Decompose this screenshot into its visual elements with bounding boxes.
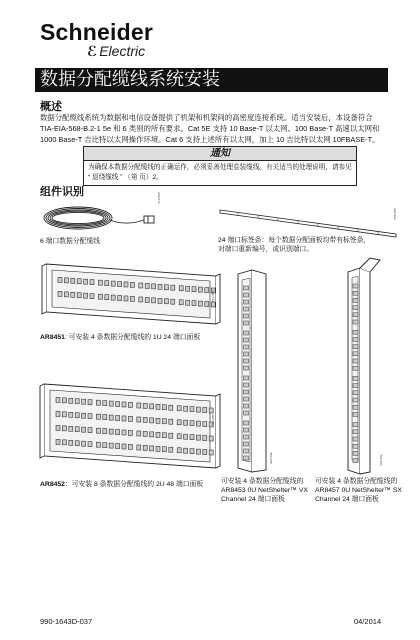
notice-heading: 通知 bbox=[84, 147, 356, 161]
port-jack bbox=[244, 352, 249, 356]
port-jack bbox=[244, 293, 249, 297]
port-jack bbox=[353, 298, 358, 302]
panel-1u-caption bbox=[40, 333, 200, 342]
port-jack bbox=[139, 297, 143, 302]
port-jack bbox=[169, 405, 173, 410]
port-jack bbox=[109, 401, 113, 406]
port-jack bbox=[162, 447, 166, 452]
port-jack bbox=[158, 284, 162, 289]
fig-code-3: na6714a bbox=[211, 290, 215, 302]
port-jack bbox=[177, 406, 181, 411]
port-jack bbox=[96, 442, 100, 447]
port-jack bbox=[244, 307, 249, 311]
labels-caption-1: 24 端口标签条：每个数据分配面板均带有标签条， bbox=[218, 237, 371, 244]
port-jack bbox=[156, 418, 160, 423]
port-jack bbox=[137, 403, 141, 408]
port-jack bbox=[244, 359, 249, 363]
notice-box bbox=[83, 146, 357, 186]
port-jack bbox=[75, 427, 79, 432]
sx-caption-2: AR8457 0U NetShelter™ SX bbox=[315, 487, 402, 494]
port-jack bbox=[164, 285, 168, 290]
port-jack bbox=[179, 300, 183, 305]
port-jack bbox=[88, 428, 92, 433]
port-jack bbox=[111, 295, 115, 300]
port-jack bbox=[169, 419, 173, 424]
port-jack bbox=[244, 411, 249, 415]
port-jack bbox=[353, 391, 358, 395]
cable-illustration bbox=[40, 192, 161, 234]
port-jack bbox=[116, 444, 120, 449]
port-jack bbox=[203, 450, 207, 455]
port-jack bbox=[69, 440, 73, 445]
notice-text: 为确保本数据分配缆线的正确运作，必须妥善处理卷装缆线。有关适当的处理说明，请参见 “ 退绕缆线 ” （第 页）2。 bbox=[88, 164, 352, 181]
overview-heading: 概述 bbox=[40, 100, 62, 113]
vx-caption-3: Channel 24 端口面板 bbox=[221, 496, 285, 503]
port-jack bbox=[209, 450, 213, 455]
port-jack bbox=[88, 442, 92, 447]
port-jack bbox=[186, 300, 190, 305]
port-jack bbox=[353, 405, 358, 409]
port-jack bbox=[64, 278, 68, 283]
port-jack bbox=[82, 413, 86, 418]
port-jack bbox=[109, 443, 113, 448]
port-jack bbox=[150, 404, 154, 409]
port-jack bbox=[143, 403, 147, 408]
port-jack bbox=[177, 420, 181, 425]
port-jack bbox=[244, 338, 249, 342]
port-jack bbox=[190, 435, 194, 440]
port-jack bbox=[116, 402, 120, 407]
overview-text: 数据分配缆线系统为数据和电信设备提供了机架和机架间的高密度连接系统。适当安装后，本设备符合 TIA-EIA-568-B.2-1 5e 和 6 类别的所有要求。Cat 5E 支持 10 Base-T 以太网、100 Base-T 高速以太网和 1000 Base-T 吉比特以太网操作环境。Cat 6 支持上述所有以太网，加上 10 吉比特以太网 10FBASE-T。 bbox=[40, 113, 380, 144]
panel-2u-illustration bbox=[38, 380, 222, 472]
vx-channel-illustration bbox=[232, 266, 282, 476]
port-jack bbox=[77, 279, 81, 284]
port-jack bbox=[169, 447, 173, 452]
port-jack bbox=[56, 425, 60, 430]
port-jack bbox=[103, 401, 107, 406]
panel-1u-caption-text: : 可安装 4 条数据分配缆线的 1U 24 端口面板 bbox=[64, 334, 201, 341]
port-jack bbox=[353, 459, 358, 463]
label-strip-illustration bbox=[218, 208, 398, 238]
port-jack bbox=[75, 413, 79, 418]
port-jack bbox=[171, 299, 175, 304]
panel-1u-illustration bbox=[40, 260, 222, 330]
port-jack bbox=[196, 449, 200, 454]
port-jack bbox=[244, 366, 249, 370]
port-jack bbox=[353, 376, 358, 380]
footer-date: 04/2014 bbox=[354, 617, 382, 626]
port-jack bbox=[84, 293, 88, 298]
port-jack bbox=[179, 286, 183, 291]
port-jack bbox=[90, 294, 94, 299]
port-jack bbox=[184, 420, 188, 425]
fig-code-1: na6717a bbox=[157, 192, 161, 204]
port-jack bbox=[209, 436, 213, 441]
port-jack bbox=[353, 352, 358, 356]
port-jack bbox=[122, 444, 126, 449]
port-jack bbox=[164, 299, 168, 304]
port-jack bbox=[244, 404, 249, 408]
port-jack bbox=[124, 296, 128, 301]
port-jack bbox=[158, 298, 162, 303]
port-jack bbox=[130, 296, 134, 301]
port-jack bbox=[96, 428, 100, 433]
port-jack bbox=[353, 291, 358, 295]
port-jack bbox=[139, 283, 143, 288]
port-jack bbox=[82, 427, 86, 432]
port-jack bbox=[196, 421, 200, 426]
port-jack bbox=[162, 405, 166, 410]
port-jack bbox=[118, 296, 122, 301]
port-jack bbox=[353, 359, 358, 363]
port-jack bbox=[190, 449, 194, 454]
panel-2u-caption bbox=[40, 480, 203, 489]
title-bar bbox=[35, 68, 388, 92]
port-jack bbox=[143, 417, 147, 422]
port-jack bbox=[152, 298, 156, 303]
port-jack bbox=[88, 400, 92, 405]
port-jack bbox=[190, 407, 194, 412]
port-jack bbox=[353, 430, 358, 434]
port-jack bbox=[244, 321, 249, 325]
fig-code-2: na6716a bbox=[393, 208, 397, 220]
port-jack bbox=[205, 302, 209, 307]
port-jack bbox=[122, 416, 126, 421]
panel-1u-code: AR8451 bbox=[40, 334, 65, 341]
sx-caption-3: Channel 24 端口面板 bbox=[315, 496, 379, 503]
port-jack bbox=[71, 278, 75, 283]
port-jack bbox=[96, 400, 100, 405]
port-jack bbox=[124, 282, 128, 287]
fig-code-6: na6715a bbox=[379, 454, 383, 466]
port-jack bbox=[353, 423, 358, 427]
port-jack bbox=[118, 282, 122, 287]
port-jack bbox=[244, 442, 249, 446]
port-jack bbox=[62, 398, 66, 403]
port-jack bbox=[75, 441, 79, 446]
port-jack bbox=[353, 330, 358, 334]
port-jack bbox=[244, 428, 249, 432]
port-jack bbox=[156, 432, 160, 437]
port-jack bbox=[186, 286, 190, 291]
port-jack bbox=[137, 417, 141, 422]
port-jack bbox=[209, 408, 213, 413]
port-jack bbox=[128, 416, 132, 421]
port-jack bbox=[353, 313, 358, 317]
port-jack bbox=[58, 277, 62, 282]
port-jack bbox=[190, 421, 194, 426]
port-jack bbox=[152, 284, 156, 289]
port-jack bbox=[58, 291, 62, 296]
port-jack bbox=[244, 449, 249, 453]
port-jack bbox=[353, 384, 358, 388]
port-jack bbox=[171, 285, 175, 290]
port-jack bbox=[156, 446, 160, 451]
logo-sub-text: Electric bbox=[99, 43, 146, 59]
port-jack bbox=[105, 281, 109, 286]
port-jack bbox=[244, 345, 249, 349]
port-jack bbox=[244, 300, 249, 304]
logo-brand: Schneider bbox=[40, 19, 154, 45]
port-jack bbox=[145, 283, 149, 288]
port-jack bbox=[116, 430, 120, 435]
port-jack bbox=[90, 280, 94, 285]
logo-sub bbox=[87, 44, 153, 58]
port-jack bbox=[196, 407, 200, 412]
panel-2u-code: AR8452 bbox=[40, 481, 65, 488]
port-jack bbox=[69, 398, 73, 403]
port-jack bbox=[203, 422, 207, 427]
port-jack bbox=[353, 444, 358, 448]
port-jack bbox=[109, 415, 113, 420]
port-jack bbox=[103, 415, 107, 420]
port-jack bbox=[169, 433, 173, 438]
port-jack bbox=[162, 419, 166, 424]
vx-caption-1: 可安装 4 条数据分配缆线的 bbox=[221, 478, 304, 485]
port-jack bbox=[62, 440, 66, 445]
port-jack bbox=[128, 444, 132, 449]
port-jack bbox=[150, 432, 154, 437]
port-jack bbox=[244, 390, 249, 394]
port-jack bbox=[96, 414, 100, 419]
port-jack bbox=[244, 397, 249, 401]
port-jack bbox=[353, 437, 358, 441]
port-jack bbox=[203, 436, 207, 441]
port-jack bbox=[244, 314, 249, 318]
port-jack bbox=[244, 421, 249, 425]
port-jack bbox=[150, 418, 154, 423]
labels-caption-2: 对端口重新编号，或识别端口。 bbox=[218, 246, 314, 253]
port-jack bbox=[98, 294, 102, 299]
port-jack bbox=[353, 284, 358, 288]
port-jack bbox=[353, 412, 358, 416]
port-jack bbox=[244, 286, 249, 290]
port-jack bbox=[56, 411, 60, 416]
components-heading: 组件识别 bbox=[40, 185, 84, 198]
fig-code-5: na6718a bbox=[269, 452, 273, 464]
sx-channel-illustration bbox=[334, 256, 390, 478]
port-jack bbox=[56, 397, 60, 402]
port-jack bbox=[244, 376, 249, 380]
port-jack bbox=[75, 399, 79, 404]
port-jack bbox=[71, 292, 75, 297]
port-jack bbox=[122, 402, 126, 407]
port-jack bbox=[177, 434, 181, 439]
port-jack bbox=[177, 448, 181, 453]
port-jack bbox=[69, 426, 73, 431]
port-jack bbox=[145, 297, 149, 302]
port-jack bbox=[62, 412, 66, 417]
port-jack bbox=[353, 306, 358, 310]
sx-caption-1: 可安装 4 条数据分配缆线的 bbox=[315, 478, 398, 485]
port-jack bbox=[244, 456, 249, 460]
port-jack bbox=[244, 331, 249, 335]
port-jack bbox=[116, 416, 120, 421]
schneider-logo bbox=[40, 20, 153, 58]
port-jack bbox=[69, 412, 73, 417]
port-jack bbox=[198, 301, 202, 306]
port-jack bbox=[128, 430, 132, 435]
port-jack bbox=[184, 434, 188, 439]
port-jack bbox=[150, 446, 154, 451]
port-jack bbox=[244, 435, 249, 439]
port-jack bbox=[143, 431, 147, 436]
port-jack bbox=[82, 399, 86, 404]
port-jack bbox=[137, 431, 141, 436]
port-jack bbox=[77, 293, 81, 298]
port-jack bbox=[143, 445, 147, 450]
port-jack bbox=[162, 433, 166, 438]
port-jack bbox=[103, 429, 107, 434]
port-jack bbox=[353, 451, 358, 455]
port-jack bbox=[353, 398, 358, 402]
port-jack bbox=[156, 404, 160, 409]
port-jack bbox=[353, 366, 358, 370]
cable-caption: 6 端口数据分配缆线 bbox=[40, 238, 101, 245]
port-jack bbox=[130, 282, 134, 287]
port-jack bbox=[353, 337, 358, 341]
port-jack bbox=[128, 402, 132, 407]
port-jack bbox=[122, 430, 126, 435]
page-title: 数据分配缆线系统安装 bbox=[40, 69, 220, 90]
port-jack bbox=[196, 435, 200, 440]
port-jack bbox=[353, 320, 358, 324]
port-jack bbox=[184, 406, 188, 411]
port-jack bbox=[244, 383, 249, 387]
port-jack bbox=[82, 441, 86, 446]
port-jack bbox=[192, 301, 196, 306]
panel-2u-caption-text: ：可安装 8 条数据分配缆线的 2U 48 端口面板 bbox=[64, 481, 204, 488]
port-jack bbox=[137, 445, 141, 450]
port-jack bbox=[353, 345, 358, 349]
port-jack bbox=[205, 288, 209, 293]
port-jack bbox=[192, 287, 196, 292]
port-jack bbox=[184, 448, 188, 453]
port-jack bbox=[56, 439, 60, 444]
vx-caption-2: AR8453 0U NetShelter™ VX bbox=[221, 487, 308, 494]
port-jack bbox=[84, 279, 88, 284]
port-jack bbox=[103, 443, 107, 448]
logo-e-icon: ℰ bbox=[87, 43, 98, 59]
port-jack bbox=[198, 287, 202, 292]
port-jack bbox=[88, 414, 92, 419]
port-jack bbox=[105, 295, 109, 300]
port-jack bbox=[111, 281, 115, 286]
port-jack bbox=[64, 292, 68, 297]
port-jack bbox=[211, 302, 215, 307]
port-jack bbox=[109, 429, 113, 434]
fig-code-4: na6713a bbox=[211, 414, 215, 426]
port-jack bbox=[98, 280, 102, 285]
footer-doc-number: 990-1643D-037 bbox=[40, 617, 93, 626]
port-jack bbox=[203, 408, 207, 413]
port-jack bbox=[62, 426, 66, 431]
